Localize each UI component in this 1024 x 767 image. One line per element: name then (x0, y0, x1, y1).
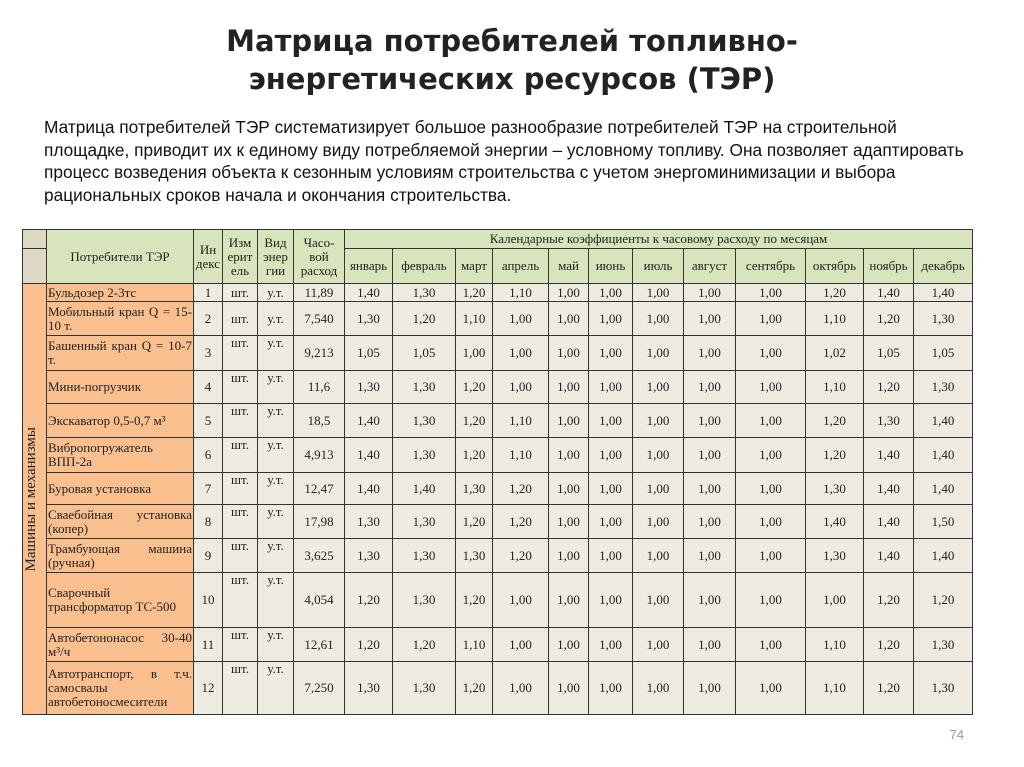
coefficient-cell: 1,10 (493, 284, 549, 302)
coefficient-cell: 1,00 (684, 336, 736, 371)
consumer-name: Буровая установка (47, 473, 194, 505)
table-row (23, 662, 973, 715)
header-month: июль (633, 249, 684, 284)
coefficient-cell: 1,00 (736, 473, 806, 505)
energy-cell: у.т. (258, 336, 294, 371)
coefficient-cell: 1,20 (393, 302, 456, 336)
coefficient-cell: 1,00 (633, 539, 684, 573)
coefficient-cell: 1,20 (864, 573, 914, 628)
category-cell (23, 284, 47, 715)
rate-cell: 4,054 (294, 573, 345, 628)
consumer-name: Сваебойная установка (копер) (47, 505, 194, 539)
coefficient-cell: 1,10 (806, 302, 864, 336)
header-calendar: Календарные коэффициенты к часовому расходу по месяцам (345, 230, 973, 249)
coefficient-cell: 1,00 (684, 662, 736, 715)
coefficient-cell: 1,00 (633, 505, 684, 539)
table-row (23, 284, 973, 302)
unit-cell: шт. (223, 473, 258, 505)
rate-cell: 7,250 (294, 662, 345, 715)
coefficient-cell: 1,00 (549, 438, 589, 473)
rate-cell: 9,213 (294, 336, 345, 371)
coefficient-cell: 1,30 (914, 302, 973, 336)
coefficient-cell: 1,10 (806, 628, 864, 662)
page-number: 74 (949, 727, 964, 742)
corner-cell (23, 230, 47, 249)
header-month: август (684, 249, 736, 284)
coefficient-cell: 1,00 (589, 505, 633, 539)
coefficient-cell: 1,30 (345, 302, 393, 336)
consumer-name: Автотранспорт, в т.ч. самосвалы автобетоносмесители (47, 662, 194, 715)
coefficient-cell: 1,00 (736, 336, 806, 371)
unit-cell: шт. (223, 404, 258, 438)
title-line-2: энергетических ресурсов (ТЭР) (248, 62, 776, 96)
coefficient-cell: 1,30 (456, 539, 493, 573)
coefficient-cell: 1,10 (456, 628, 493, 662)
header-consumer: Потребители ТЭР (47, 230, 194, 284)
coefficient-cell: 1,20 (493, 539, 549, 573)
coefficient-cell: 1,00 (633, 573, 684, 628)
coefficient-cell: 1,30 (914, 628, 973, 662)
table-row (23, 371, 973, 404)
consumer-name: Экскаватор 0,5-0,7 м³ (47, 404, 194, 438)
rate-cell: 11,89 (294, 284, 345, 302)
consumer-name: Вибропогружатель ВПП-2а (47, 438, 194, 473)
coefficient-cell: 1,00 (549, 404, 589, 438)
coefficient-cell: 1,00 (684, 473, 736, 505)
coefficient-cell: 1,00 (684, 628, 736, 662)
title-line-1: Матрица потребителей топливно- (226, 24, 798, 58)
rate-cell: 18,5 (294, 404, 345, 438)
coefficient-cell: 1,00 (633, 473, 684, 505)
consumer-name: Трамбующая машина (ручная) (47, 539, 194, 573)
coefficient-cell: 1,00 (684, 284, 736, 302)
index-cell: 8 (194, 505, 223, 539)
header-rate: Часо-вой расход (294, 230, 345, 284)
coefficient-cell: 1,00 (684, 371, 736, 404)
rate-cell: 7,540 (294, 302, 345, 336)
coefficient-cell: 1,20 (456, 573, 493, 628)
coefficient-cell: 1,00 (633, 302, 684, 336)
coefficient-cell: 1,20 (345, 573, 393, 628)
coefficient-cell: 1,20 (864, 628, 914, 662)
coefficient-cell: 1,20 (493, 505, 549, 539)
coefficient-cell: 1,00 (549, 284, 589, 302)
coefficient-cell: 1,20 (456, 371, 493, 404)
table-row (23, 573, 973, 628)
header-index: Ин декс (194, 230, 223, 284)
coefficient-cell: 1,00 (589, 438, 633, 473)
category-label: Машины и механизмы (23, 426, 39, 572)
rate-cell: 3,625 (294, 539, 345, 573)
unit-cell: шт. (223, 505, 258, 539)
coefficient-cell: 1,10 (456, 302, 493, 336)
header-month: июнь (589, 249, 633, 284)
coefficient-cell: 1,30 (393, 573, 456, 628)
header-month: январь (345, 249, 393, 284)
coefficient-cell: 1,00 (589, 539, 633, 573)
table-row (23, 302, 973, 336)
coefficient-cell: 1,30 (345, 539, 393, 573)
coefficient-cell: 1,00 (589, 404, 633, 438)
consumer-name: Автобетононасос 30-40 м³/ч (47, 628, 194, 662)
consumer-name: Сварочный трансформатор ТС-500 (47, 573, 194, 628)
header-energy: Вид энер гии (258, 230, 294, 284)
coefficient-cell: 1,00 (633, 371, 684, 404)
consumer-name: Мобильный кран Q = 15-10 т. (47, 302, 194, 336)
energy-cell: у.т. (258, 302, 294, 336)
coefficient-cell: 1,40 (864, 438, 914, 473)
header-month: декабрь (914, 249, 973, 284)
coefficient-cell: 1,20 (864, 662, 914, 715)
consumer-name: Башенный кран Q = 10-7 т. (47, 336, 194, 371)
coefficient-cell: 1,40 (864, 505, 914, 539)
coefficient-cell: 1,40 (864, 284, 914, 302)
coefficient-cell: 1,10 (493, 404, 549, 438)
coefficient-cell: 1,20 (914, 573, 973, 628)
unit-cell: шт. (223, 573, 258, 628)
coefficient-cell: 1,00 (549, 539, 589, 573)
slide-title (0, 22, 1024, 98)
coefficient-cell: 1,00 (549, 628, 589, 662)
coefficient-cell: 1,05 (393, 336, 456, 371)
coefficient-cell: 1,30 (393, 404, 456, 438)
coefficient-cell: 1,00 (589, 302, 633, 336)
coefficient-cell: 1,20 (456, 662, 493, 715)
unit-cell: шт. (223, 371, 258, 404)
coefficient-cell: 1,10 (493, 438, 549, 473)
rate-cell: 11,6 (294, 371, 345, 404)
coefficient-cell: 1,00 (684, 539, 736, 573)
unit-cell: шт. (223, 628, 258, 662)
coefficient-cell: 1,20 (456, 284, 493, 302)
coefficient-cell: 1,02 (806, 336, 864, 371)
intro-paragraph: Матрица потребителей ТЭР систематизирует большое разнообразие потребителей ТЭР на строительной площадке, приводит их к единому виду потребляемой энергии – условному топливу. Она позволяет адаптировать процесс возведения объекта к сезонным условиям строительства с учетом энергоминимизации и выбора рациональных сроков начала и окончания строительства. (44, 117, 964, 205)
energy-cell: у.т. (258, 662, 294, 715)
rate-cell: 12,47 (294, 473, 345, 505)
rate-cell: 17,98 (294, 505, 345, 539)
index-cell: 12 (194, 662, 223, 715)
coefficient-cell: 1,00 (589, 662, 633, 715)
corner-cell (23, 249, 47, 284)
index-cell: 3 (194, 336, 223, 371)
header-month: апрель (493, 249, 549, 284)
table-row (23, 404, 973, 438)
coefficient-cell: 1,40 (914, 539, 973, 573)
coefficient-cell: 1,20 (456, 404, 493, 438)
coefficient-cell: 1,00 (456, 336, 493, 371)
coefficient-cell: 1,00 (684, 404, 736, 438)
coefficient-cell: 1,00 (684, 505, 736, 539)
table-row (23, 539, 973, 573)
coefficient-cell: 1,20 (393, 628, 456, 662)
energy-cell: у.т. (258, 505, 294, 539)
coefficient-cell: 1,30 (345, 505, 393, 539)
unit-cell: шт. (223, 302, 258, 336)
coefficient-cell: 1,00 (493, 628, 549, 662)
coefficient-cell: 1,00 (684, 438, 736, 473)
energy-cell: у.т. (258, 284, 294, 302)
table-row (23, 336, 973, 371)
coefficient-cell: 1,40 (806, 505, 864, 539)
coefficient-cell: 1,00 (633, 662, 684, 715)
energy-cell: у.т. (258, 628, 294, 662)
header-month: ноябрь (864, 249, 914, 284)
coefficient-cell: 1,40 (864, 473, 914, 505)
index-cell: 7 (194, 473, 223, 505)
coefficient-cell: 1,00 (736, 539, 806, 573)
coefficient-cell: 1,20 (493, 473, 549, 505)
coefficient-cell: 1,40 (345, 438, 393, 473)
coefficient-cell: 1,30 (345, 662, 393, 715)
coefficient-cell: 1,30 (914, 371, 973, 404)
coefficient-cell: 1,00 (806, 573, 864, 628)
coefficient-cell: 1,00 (493, 573, 549, 628)
coefficient-cell: 1,10 (806, 662, 864, 715)
index-cell: 10 (194, 573, 223, 628)
index-cell: 1 (194, 284, 223, 302)
energy-cell: у.т. (258, 371, 294, 404)
coefficient-cell: 1,40 (914, 284, 973, 302)
coefficient-cell: 1,00 (549, 505, 589, 539)
coefficient-cell: 1,40 (864, 539, 914, 573)
coefficient-cell: 1,00 (684, 573, 736, 628)
consumers-matrix-table (22, 229, 973, 715)
coefficient-cell: 1,40 (345, 473, 393, 505)
table-row (23, 505, 973, 539)
coefficient-cell: 1,20 (864, 302, 914, 336)
coefficient-cell: 1,00 (633, 336, 684, 371)
consumer-name: Мини-погрузчик (47, 371, 194, 404)
coefficient-cell: 1,05 (864, 336, 914, 371)
coefficient-cell: 1,00 (493, 662, 549, 715)
coefficient-cell: 1,40 (345, 284, 393, 302)
header-month: март (456, 249, 493, 284)
coefficient-cell: 1,00 (589, 573, 633, 628)
consumer-name: Бульдозер 2-3тс (47, 284, 194, 302)
coefficient-cell: 1,00 (633, 404, 684, 438)
index-cell: 5 (194, 404, 223, 438)
coefficient-cell: 1,20 (864, 371, 914, 404)
coefficient-cell: 1,00 (589, 371, 633, 404)
header-month: октябрь (806, 249, 864, 284)
coefficient-cell: 1,00 (589, 284, 633, 302)
coefficient-cell: 1,30 (864, 404, 914, 438)
rate-cell: 12,61 (294, 628, 345, 662)
energy-cell: у.т. (258, 573, 294, 628)
rate-cell: 4,913 (294, 438, 345, 473)
unit-cell: шт. (223, 539, 258, 573)
index-cell: 6 (194, 438, 223, 473)
coefficient-cell: 1,50 (914, 505, 973, 539)
coefficient-cell: 1,00 (589, 473, 633, 505)
coefficient-cell: 1,30 (806, 539, 864, 573)
header-unit: Изм ерит ель (223, 230, 258, 284)
coefficient-cell: 1,00 (493, 371, 549, 404)
header-month: сентябрь (736, 249, 806, 284)
coefficient-cell: 1,40 (393, 473, 456, 505)
coefficient-cell: 1,30 (806, 473, 864, 505)
coefficient-cell: 1,00 (549, 371, 589, 404)
coefficient-cell: 1,00 (633, 628, 684, 662)
coefficient-cell: 1,00 (633, 284, 684, 302)
coefficient-cell: 1,00 (549, 573, 589, 628)
coefficient-cell: 1,00 (736, 438, 806, 473)
coefficient-cell: 1,40 (345, 404, 393, 438)
coefficient-cell: 1,00 (549, 302, 589, 336)
coefficient-cell: 1,00 (736, 371, 806, 404)
coefficient-cell: 1,40 (914, 404, 973, 438)
index-cell: 4 (194, 371, 223, 404)
coefficient-cell: 1,00 (589, 336, 633, 371)
energy-cell: у.т. (258, 539, 294, 573)
coefficient-cell: 1,30 (393, 438, 456, 473)
unit-cell: шт. (223, 336, 258, 371)
coefficient-cell: 1,00 (684, 302, 736, 336)
coefficient-cell: 1,00 (736, 284, 806, 302)
coefficient-cell: 1,00 (549, 336, 589, 371)
coefficient-cell: 1,30 (345, 371, 393, 404)
energy-cell: у.т. (258, 404, 294, 438)
table-row (23, 473, 973, 505)
table-row (23, 628, 973, 662)
coefficient-cell: 1,30 (393, 662, 456, 715)
coefficient-cell: 1,20 (806, 404, 864, 438)
coefficient-cell: 1,00 (549, 662, 589, 715)
coefficient-cell: 1,30 (914, 662, 973, 715)
coefficient-cell: 1,30 (393, 371, 456, 404)
coefficient-cell: 1,30 (393, 505, 456, 539)
coefficient-cell: 1,30 (393, 539, 456, 573)
coefficient-cell: 1,40 (914, 438, 973, 473)
coefficient-cell: 1,00 (736, 662, 806, 715)
coefficient-cell: 1,30 (393, 284, 456, 302)
coefficient-cell: 1,00 (633, 438, 684, 473)
unit-cell: шт. (223, 438, 258, 473)
unit-cell: шт. (223, 662, 258, 715)
unit-cell: шт. (223, 284, 258, 302)
coefficient-cell: 1,00 (589, 628, 633, 662)
coefficient-cell: 1,20 (456, 505, 493, 539)
header-month: май (549, 249, 589, 284)
coefficient-cell: 1,30 (456, 473, 493, 505)
energy-cell: у.т. (258, 473, 294, 505)
coefficient-cell: 1,20 (806, 438, 864, 473)
coefficient-cell: 1,00 (736, 302, 806, 336)
header-month: февраль (393, 249, 456, 284)
coefficient-cell: 1,20 (456, 438, 493, 473)
coefficient-cell: 1,00 (736, 505, 806, 539)
coefficient-cell: 1,00 (493, 302, 549, 336)
index-cell: 11 (194, 628, 223, 662)
coefficient-cell: 1,00 (736, 404, 806, 438)
coefficient-cell: 1,40 (914, 473, 973, 505)
coefficient-cell: 1,00 (736, 628, 806, 662)
energy-cell: у.т. (258, 438, 294, 473)
coefficient-cell: 1,00 (493, 336, 549, 371)
table-row (23, 438, 973, 473)
coefficient-cell: 1,20 (806, 284, 864, 302)
coefficient-cell: 1,20 (345, 628, 393, 662)
coefficient-cell: 1,05 (345, 336, 393, 371)
index-cell: 9 (194, 539, 223, 573)
coefficient-cell: 1,10 (806, 371, 864, 404)
coefficient-cell: 1,00 (549, 473, 589, 505)
coefficient-cell: 1,05 (914, 336, 973, 371)
index-cell: 2 (194, 302, 223, 336)
coefficient-cell: 1,00 (736, 573, 806, 628)
